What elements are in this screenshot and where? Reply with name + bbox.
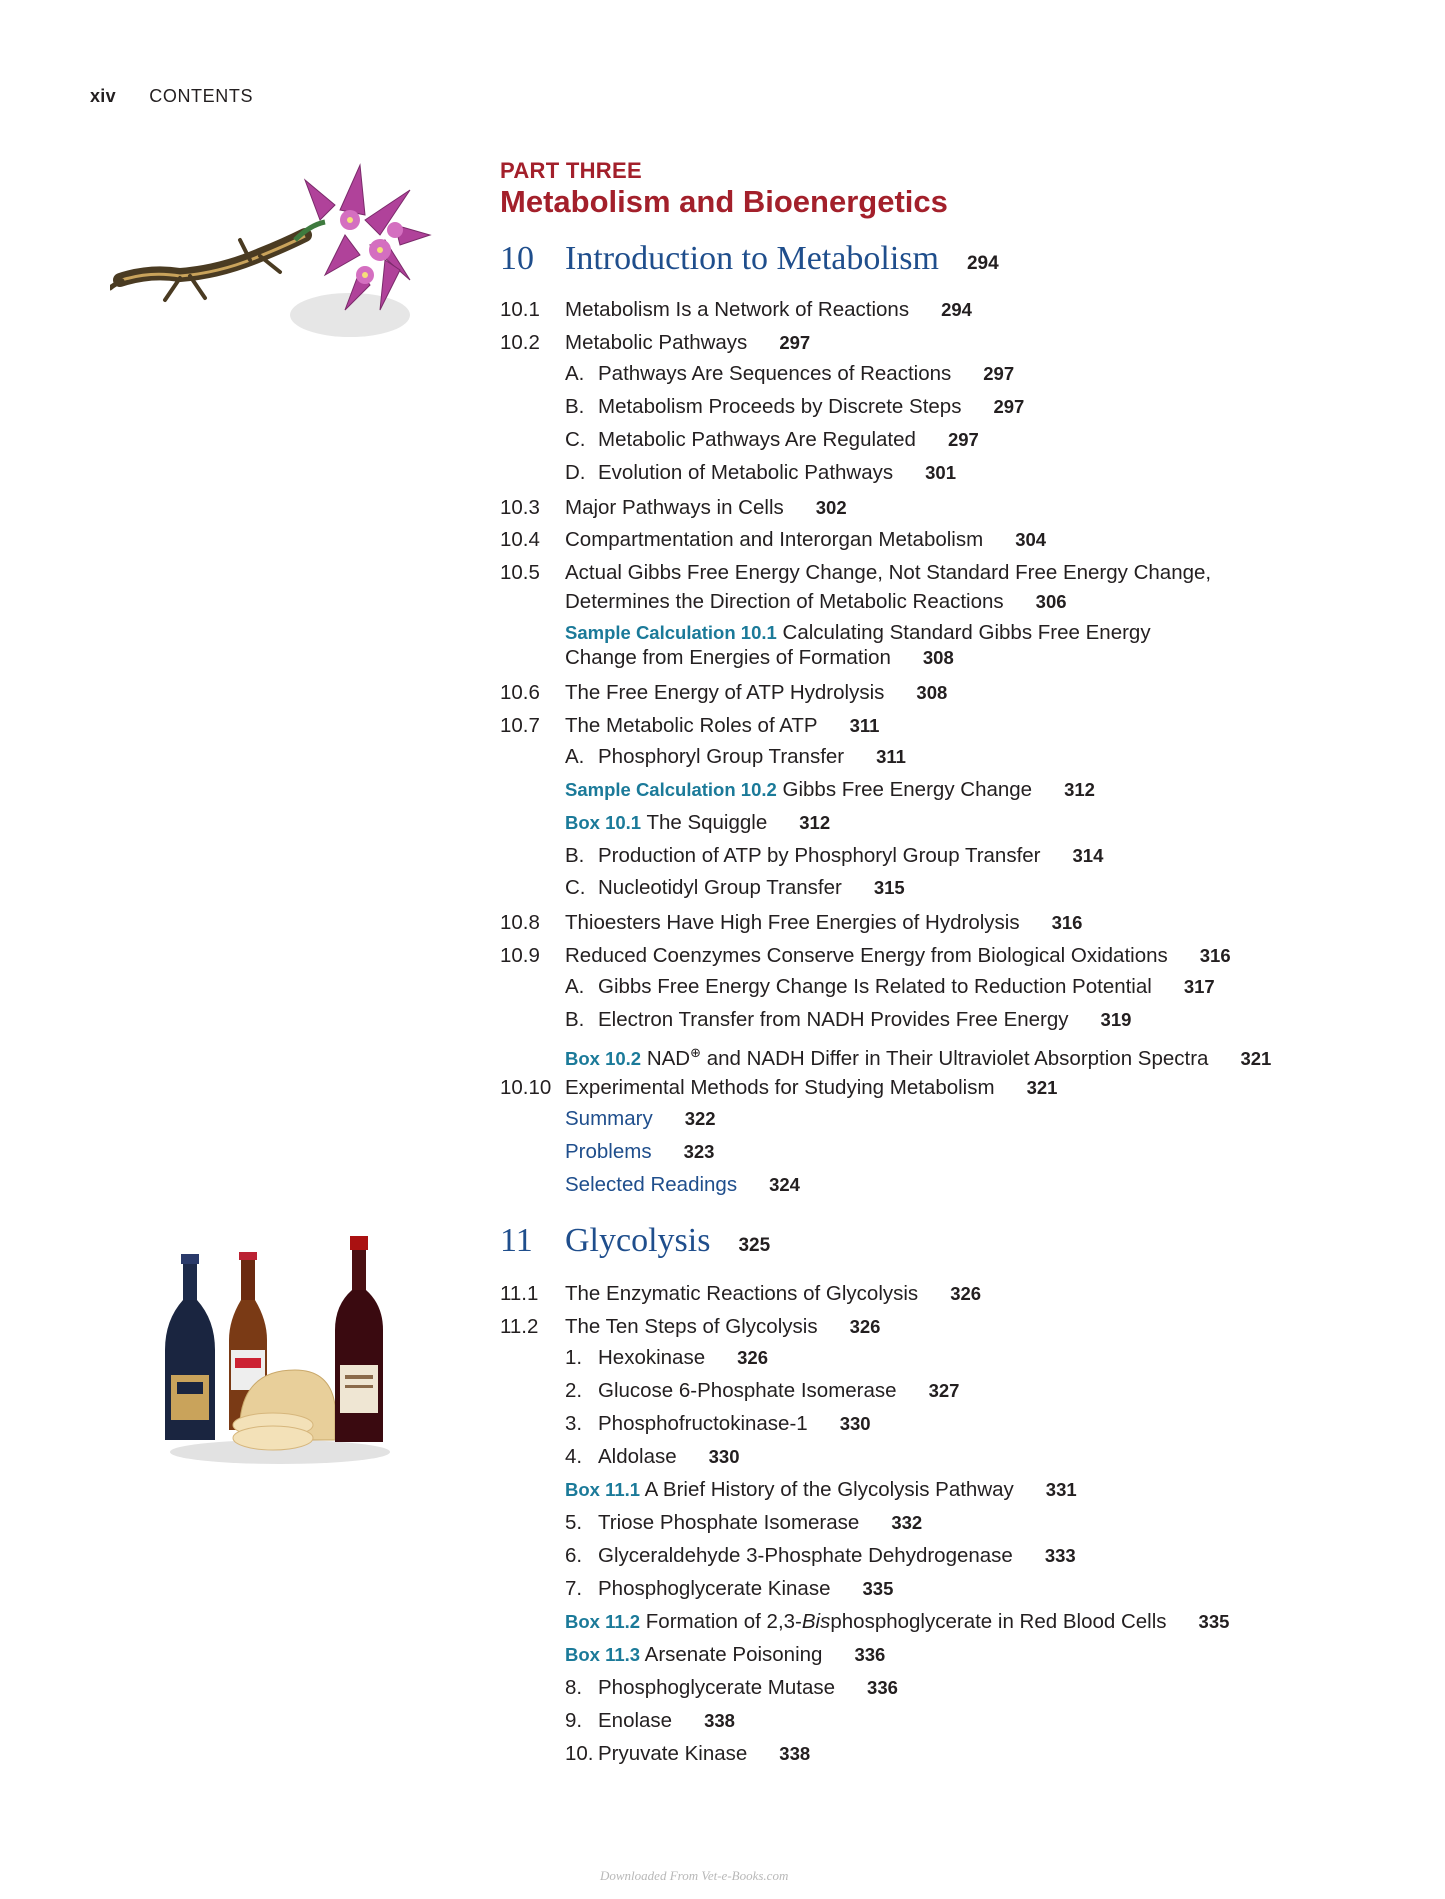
- section-number: 10.8: [500, 911, 540, 934]
- entry-title: Production of ATP by Phosphoryl Group Transfer: [598, 844, 1041, 867]
- sample-calculation-label: Sample Calculation 10.1: [565, 622, 777, 643]
- entry-title: The Ten Steps of Glycolysis: [565, 1315, 818, 1338]
- entry-page: 312: [1064, 779, 1095, 800]
- section-number: 10.4: [500, 528, 540, 551]
- entry-page: 312: [799, 812, 831, 833]
- entry-title: Compartmentation and Interorgan Metabolism: [565, 528, 984, 551]
- chapter-11-number: 11: [500, 1222, 533, 1259]
- entry-page: 315: [873, 877, 905, 898]
- entry-title: A Brief History of the Glycolysis Pathway: [644, 1478, 1014, 1501]
- entry-title: Phosphoglycerate Kinase: [598, 1577, 831, 1600]
- entry-page: 336: [854, 1644, 886, 1665]
- entry-letter: B.: [565, 1008, 585, 1031]
- entry-title: Summary: [565, 1107, 653, 1130]
- entry-letter: 8.: [565, 1676, 583, 1699]
- chapter-10-number: 10: [500, 240, 534, 277]
- entry-title: Arsenate Poisoning: [644, 1643, 823, 1666]
- entry-page: 330: [839, 1413, 871, 1434]
- section-number: 10.7: [500, 714, 540, 737]
- entry-page: 332: [891, 1512, 923, 1533]
- entry-letter: C.: [565, 876, 586, 899]
- entry-page: 335: [862, 1578, 894, 1599]
- entry-page: 322: [684, 1108, 716, 1129]
- box-label: Box 10.1: [565, 812, 642, 833]
- part-label: PART THREE: [500, 158, 642, 183]
- entry-title: Gibbs Free Energy Change Is Related to Reduction Potential: [598, 975, 1152, 998]
- entry-page: 302: [815, 497, 847, 518]
- entry-page: 338: [704, 1710, 735, 1731]
- box-label: Box 11.1: [565, 1479, 641, 1500]
- oxidized-superscript: ⊕: [690, 1045, 702, 1060]
- entry-page: 326: [737, 1347, 768, 1368]
- entry-letter: A.: [565, 745, 585, 768]
- entry-title-italic: Bis: [801, 1610, 831, 1633]
- entry-title: Electron Transfer from NADH Provides Free Energy: [598, 1008, 1069, 1031]
- entry-letter: 10.: [565, 1742, 594, 1765]
- entry-page: 304: [1015, 529, 1047, 550]
- section-number: 10.3: [500, 496, 540, 519]
- entry-title: Phosphoglycerate Mutase: [598, 1676, 836, 1699]
- section-number: 10.10: [500, 1076, 552, 1099]
- entry-title: Phosphoryl Group Transfer: [598, 745, 845, 768]
- watermark: Downloaded From Vet-e-Books.com: [600, 1868, 789, 1883]
- entry-letter: B.: [565, 395, 585, 418]
- entry-letter: C.: [565, 428, 586, 451]
- entry-letter: 3.: [565, 1412, 583, 1435]
- entry-title: phosphoglycerate in Red Blood Cells: [830, 1610, 1167, 1633]
- entry-page: 297: [983, 363, 1015, 384]
- entry-title: Pathways Are Sequences of Reactions: [598, 362, 952, 385]
- bottles-and-bread-illustration: [155, 1230, 405, 1470]
- running-header: [90, 86, 253, 107]
- part-title: Metabolism and Bioenergetics: [500, 184, 948, 219]
- entry-page: 319: [1100, 1009, 1132, 1030]
- entry-page: 336: [867, 1677, 898, 1698]
- entry-letter: 5.: [565, 1511, 583, 1534]
- entry-page: 316: [1199, 945, 1231, 966]
- entry-title: and NADH Differ in Their Ultraviolet Absorption Spectra: [706, 1046, 1209, 1070]
- section-number: 10.9: [500, 944, 540, 967]
- entry-title: Hexokinase: [598, 1346, 706, 1369]
- chapter-11-title[interactable]: [565, 1222, 770, 1260]
- entry-page: 326: [849, 1316, 881, 1337]
- entry-page: 331: [1045, 1479, 1077, 1500]
- box-label: Box 11.2: [565, 1611, 641, 1632]
- entry-title: Evolution of Metabolic Pathways: [598, 461, 894, 484]
- entry-title-prefix: Formation of 2,3-: [645, 1610, 802, 1633]
- entry-page: 338: [779, 1743, 811, 1764]
- entry-page: 306: [1035, 591, 1067, 612]
- entry-title: The Squiggle: [646, 811, 768, 834]
- entry-title: Reduced Coenzymes Conserve Energy from Biological Oxidations: [565, 944, 1168, 967]
- entry-title: Enolase: [598, 1709, 673, 1732]
- entry-title: Nucleotidyl Group Transfer: [598, 876, 842, 899]
- entry-title-nad: NAD: [646, 1046, 691, 1070]
- entry-page: 301: [925, 462, 957, 483]
- entry-letter: B.: [565, 844, 585, 867]
- entry-page: 326: [950, 1283, 982, 1304]
- entry-title: Actual Gibbs Free Energy Change, Not Standard Free Energy Change,: [565, 561, 1212, 584]
- entry-page: 297: [993, 396, 1025, 417]
- chapter-10-page: 294: [966, 253, 999, 274]
- entry-page: 311: [876, 746, 906, 767]
- entry-title: Major Pathways in Cells: [565, 496, 784, 519]
- entry-page: 297: [779, 332, 811, 353]
- entry-title: The Free Energy of ATP Hydrolysis: [565, 681, 885, 704]
- box-label: Box 11.3: [565, 1644, 641, 1665]
- lizard-with-lilies-illustration: [110, 160, 440, 360]
- entry-title: Triose Phosphate Isomerase: [598, 1511, 860, 1534]
- entry-page: 321: [1026, 1077, 1058, 1098]
- entry-title: Selected Readings: [565, 1173, 738, 1196]
- entry-title: Gibbs Free Energy Change: [782, 778, 1033, 801]
- section-number: 11.1: [500, 1282, 539, 1305]
- section-number: 10.5: [500, 561, 540, 584]
- entry-title-continued: Change from Energies of Formation: [565, 646, 891, 669]
- entry-page: 308: [922, 647, 954, 668]
- entry-page: 333: [1044, 1545, 1076, 1566]
- entry-page: 330: [708, 1446, 740, 1467]
- entry-page: 314: [1072, 845, 1104, 866]
- section-number: 10.1: [500, 298, 540, 321]
- entry-page: 327: [928, 1380, 960, 1401]
- entry-page: 335: [1198, 1611, 1230, 1632]
- entry-letter: 2.: [565, 1379, 583, 1402]
- entry-title: Calculating Standard Gibbs Free Energy: [782, 621, 1151, 644]
- page-number: xiv: [90, 86, 116, 106]
- entry-title: Thioesters Have High Free Energies of Hydrolysis: [565, 911, 1020, 934]
- section-number: 10.6: [500, 681, 540, 704]
- entry-title: Aldolase: [598, 1445, 677, 1468]
- entry-letter: 7.: [565, 1577, 583, 1600]
- entry-page: 321: [1240, 1047, 1272, 1069]
- entry-title: Metabolism Proceeds by Discrete Steps: [598, 395, 962, 418]
- entry-title: Pryuvate Kinase: [598, 1742, 748, 1765]
- entry-page: 317: [1183, 976, 1215, 997]
- entry-title: Experimental Methods for Studying Metabolism: [565, 1076, 995, 1099]
- entry-page: 324: [769, 1174, 800, 1195]
- entry-page: 297: [947, 429, 979, 450]
- entry-letter: A.: [565, 975, 585, 998]
- entry-title: Phosphofructokinase-1: [598, 1412, 808, 1435]
- entry-page: 316: [1051, 912, 1083, 933]
- chapter-11-title-text: Glycolysis: [565, 1222, 711, 1259]
- entry-letter: 9.: [565, 1709, 583, 1732]
- chapter-11-page: 325: [738, 1235, 771, 1256]
- entry-title: Glyceraldehyde 3-Phosphate Dehydrogenase: [598, 1544, 1013, 1567]
- entry-page: 308: [916, 682, 948, 703]
- entry-title: Metabolic Pathways: [565, 331, 748, 354]
- entry-letter: 1.: [565, 1346, 583, 1369]
- entry-page: 294: [941, 299, 972, 320]
- entry-title-continued: Determines the Direction of Metabolic Reactions: [565, 590, 1004, 613]
- header-label: CONTENTS: [149, 86, 254, 106]
- section-number: 10.2: [500, 331, 540, 354]
- entry-title: The Enzymatic Reactions of Glycolysis: [565, 1282, 919, 1305]
- box-label: Box 10.2: [565, 1047, 642, 1069]
- chapter-10-title-text: Introduction to Metabolism: [565, 240, 939, 277]
- chapter-10-title[interactable]: [565, 240, 999, 278]
- entry-title: Problems: [565, 1140, 652, 1163]
- entry-title: Glucose 6-Phosphate Isomerase: [598, 1379, 897, 1402]
- entry-title: The Metabolic Roles of ATP: [565, 714, 818, 737]
- entry-page: 323: [683, 1141, 715, 1162]
- sample-calculation-label: Sample Calculation 10.2: [565, 779, 777, 800]
- entry-letter: D.: [565, 461, 586, 484]
- entry-letter: 6.: [565, 1544, 583, 1567]
- section-number: 11.2: [500, 1315, 539, 1338]
- entry-page: 311: [849, 715, 880, 736]
- entry-letter: 4.: [565, 1445, 583, 1468]
- entry-letter: A.: [565, 362, 585, 385]
- entry-title: Metabolic Pathways Are Regulated: [598, 428, 916, 451]
- entry-title: Metabolism Is a Network of Reactions: [565, 298, 910, 321]
